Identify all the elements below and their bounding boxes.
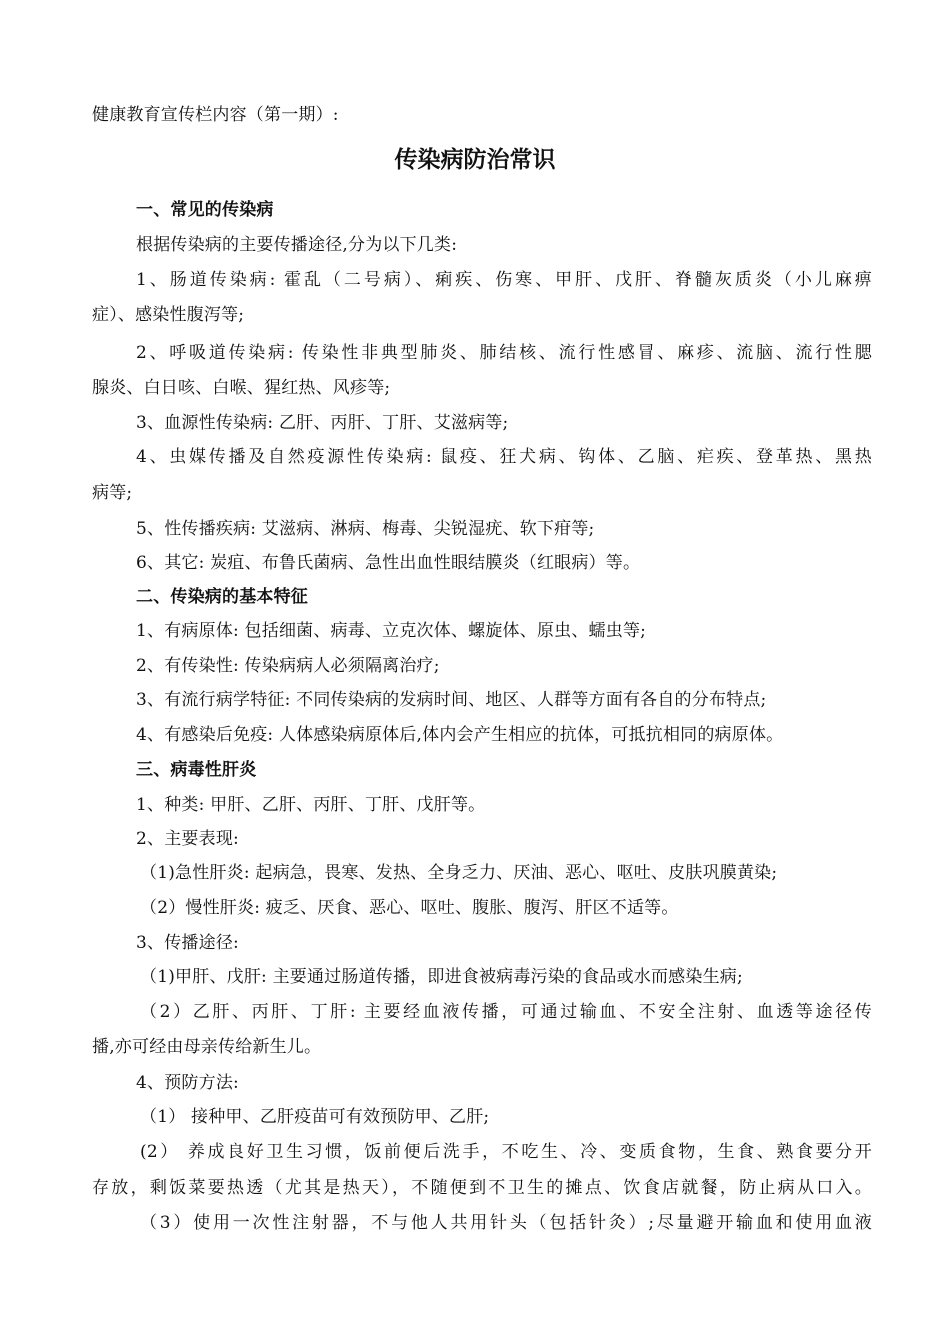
sub-item: （1)甲肝、戊肝: 主要通过肠道传播，即进食被病毒污染的食品或水而感染生病; — [140, 967, 743, 987]
sub-item-continuation: 播,亦可经由母亲传给新生儿。 — [92, 1037, 322, 1057]
list-item: 2、呼吸道传染病: 传染性非典型肺炎、肺结核、流行性感冒、麻疹、流脑、流行性腮 — [136, 343, 872, 363]
section-heading-3: 三、病毒性肝炎 — [136, 760, 257, 780]
list-item: 1、肠道传染病: 霍乱（二号病）、痢疾、伤寒、甲肝、戊肝、脊髓灰质炎（小儿麻痹 — [136, 270, 872, 290]
list-item: 1、种类: 甲肝、乙肝、丙肝、丁肝、戊肝等。 — [136, 795, 486, 815]
sub-item: (2） 养成良好卫生习惯，饭前便后洗手，不吃生、冷、变质食物，生食、熟食要分开 — [140, 1142, 872, 1162]
list-item: 1、有病原体: 包括细菌、病毒、立克次体、螺旋体、原虫、蠕虫等; — [136, 621, 647, 641]
list-item: 2、主要表现: — [136, 829, 239, 849]
sub-item: （1） 接种甲、乙肝疫苗可有效预防甲、乙肝; — [140, 1107, 490, 1127]
list-item: 4、虫媒传播及自然疫源性传染病: 鼠疫、狂犬病、钩体、乙脑、疟疾、登革热、黑热 — [136, 447, 872, 467]
list-item-continuation: 病等; — [92, 483, 133, 503]
sub-item: （3）使用一次性注射器，不与他人共用针头（包括针灸）;尽量避开输血和使用血液 — [140, 1213, 872, 1233]
sub-item-continuation: 存放，剩饭菜要热透（尤其是热天），不随便到不卫生的摊点、饮食店就餐，防止病从口入。 — [92, 1178, 872, 1198]
list-item: 6、其它: 炭疽、布鲁氏菌病、急性出血性眼结膜炎（红眼病）等。 — [136, 553, 641, 573]
paragraph: 根据传染病的主要传播途径,分为以下几类: — [136, 235, 458, 255]
header-label: 健康教育宣传栏内容（第一期）: — [92, 105, 339, 125]
list-item: 3、有流行病学特征: 不同传染病的发病时间、地区、人群等方面有各自的分布特点; — [136, 690, 767, 710]
list-item: 2、有传染性: 传染病病人必须隔离治疗; — [136, 656, 440, 676]
sub-item: （2）乙肝、丙肝、丁肝: 主要经血液传播，可通过输血、不安全注射、血透等途径传 — [140, 1002, 872, 1022]
list-item: 4、预防方法: — [136, 1073, 239, 1093]
list-item-continuation: 腺炎、白日咳、白喉、猩红热、风疹等; — [92, 378, 391, 398]
list-item: 5、性传播疾病: 艾滋病、淋病、梅毒、尖锐湿疣、软下疳等; — [136, 519, 595, 539]
section-heading-2: 二、传染病的基本特征 — [136, 587, 308, 607]
page-title: 传染病防治常识 — [394, 147, 556, 173]
sub-item: （2）慢性肝炎: 疲乏、厌食、恶心、呕吐、腹胀、腹泻、肝区不适等。 — [140, 898, 679, 918]
list-item-continuation: 症）、感染性腹泻等; — [92, 305, 245, 325]
list-item: 4、有感染后免疫: 人体感染病原体后,体内会产生相应的抗体，可抵抗相同的病原体。 — [136, 725, 784, 745]
section-heading-1: 一、常见的传染病 — [136, 200, 274, 220]
list-item: 3、传播途径: — [136, 933, 239, 953]
sub-item: （1)急性肝炎: 起病急，畏寒、发热、全身乏力、厌油、恶心、呕吐、皮肤巩膜黄染; — [140, 863, 778, 883]
list-item: 3、血源性传染病: 乙肝、丙肝、丁肝、艾滋病等; — [136, 413, 509, 433]
